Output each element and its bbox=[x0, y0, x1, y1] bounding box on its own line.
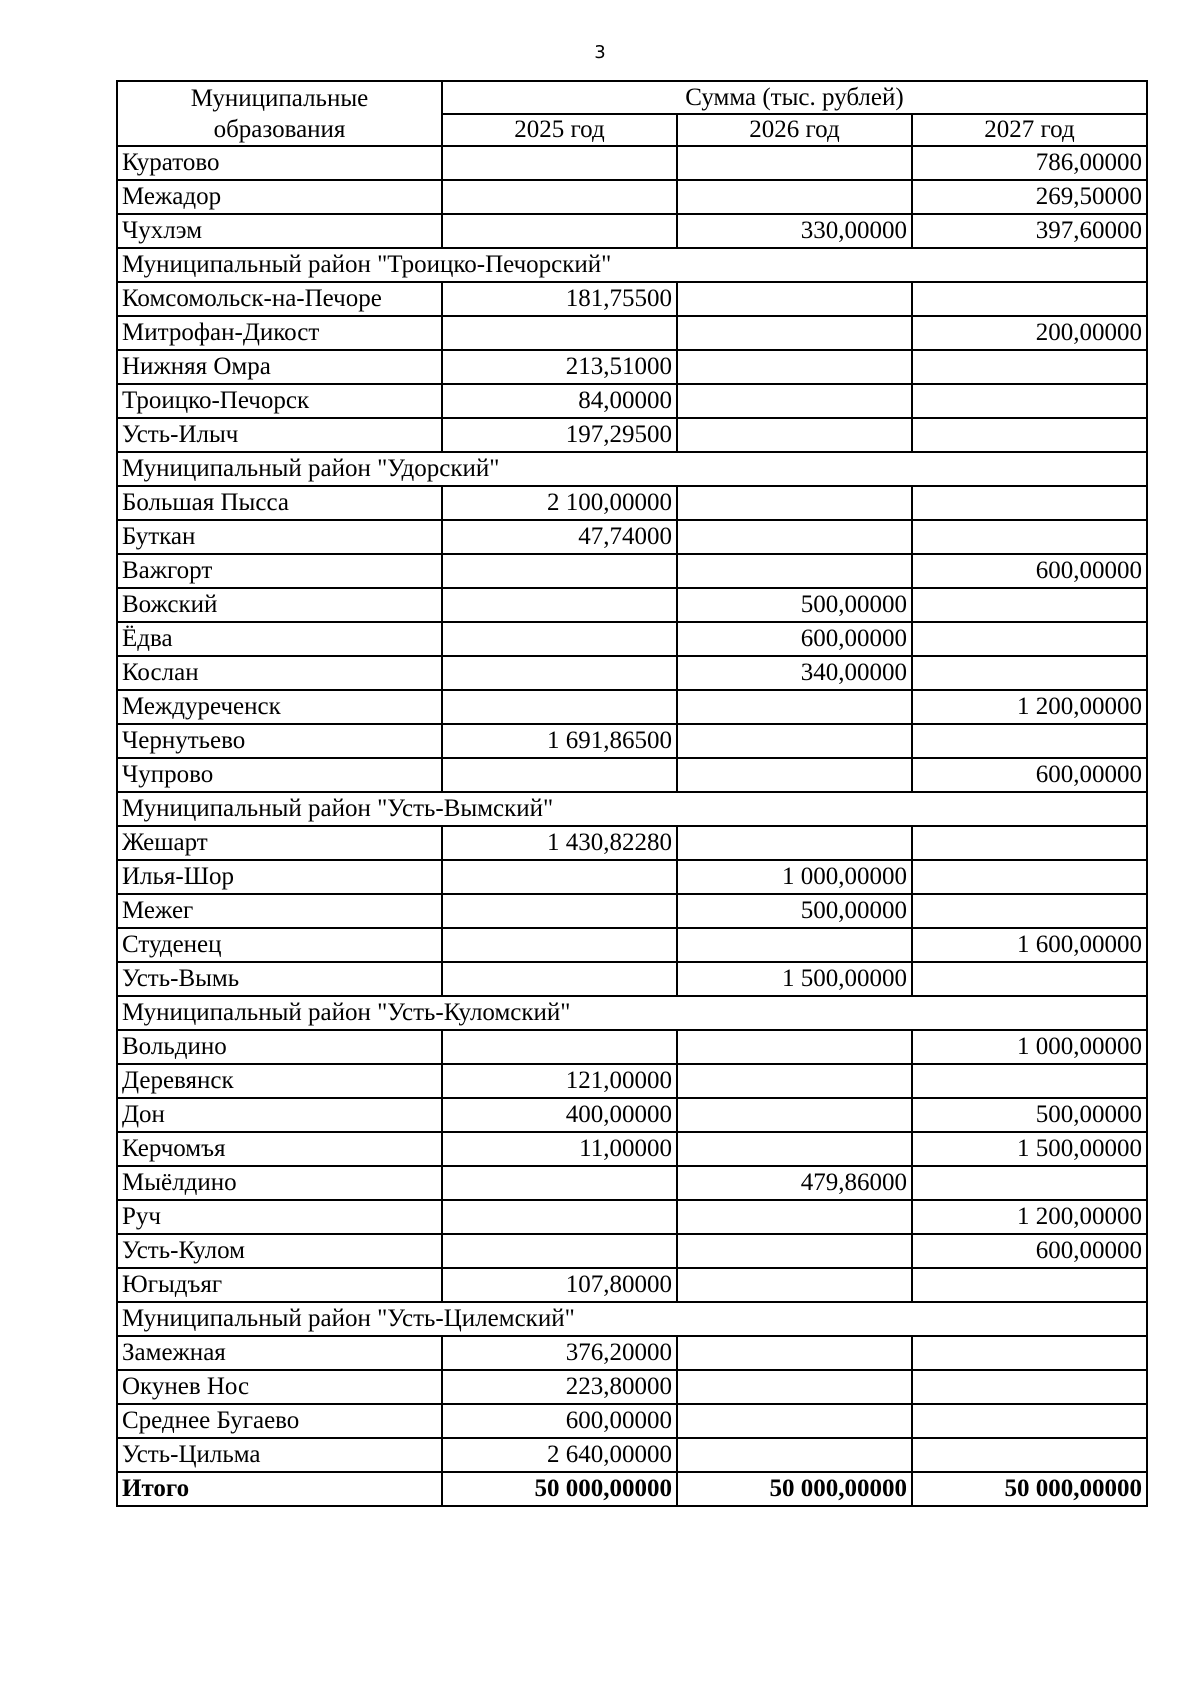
table-row bbox=[117, 826, 1147, 860]
amount-2026 bbox=[677, 1030, 912, 1064]
amount-2027: 269,50000 bbox=[912, 180, 1147, 214]
municipality-name: Межадор bbox=[117, 180, 442, 214]
amount-2026: 500,00000 bbox=[677, 588, 912, 622]
amount-2026 bbox=[677, 554, 912, 588]
amount-2027 bbox=[912, 1438, 1147, 1472]
amount-2027 bbox=[912, 350, 1147, 384]
amount-2025 bbox=[442, 316, 677, 350]
total-row bbox=[117, 1472, 1147, 1506]
table-row bbox=[117, 1030, 1147, 1064]
municipality-name: Усть-Илыч bbox=[117, 418, 442, 452]
table-row bbox=[117, 1234, 1147, 1268]
table-row bbox=[117, 520, 1147, 554]
amount-2025 bbox=[442, 588, 677, 622]
district-row bbox=[117, 792, 1147, 826]
budget-table bbox=[116, 80, 1148, 1507]
column-header-sum: Сумма (тыс. рублей) bbox=[442, 81, 1147, 114]
amount-2027: 786,00000 bbox=[912, 146, 1147, 180]
column-header-year-2025: 2025 год bbox=[442, 114, 677, 146]
amount-2025 bbox=[442, 146, 677, 180]
table-row bbox=[117, 1438, 1147, 1472]
amount-2025 bbox=[442, 1166, 677, 1200]
municipality-name: Илья-Шор bbox=[117, 860, 442, 894]
total-2025: 50 000,00000 bbox=[442, 1472, 677, 1506]
amount-2025 bbox=[442, 180, 677, 214]
table-row bbox=[117, 690, 1147, 724]
amount-2026 bbox=[677, 282, 912, 316]
amount-2027 bbox=[912, 588, 1147, 622]
table-row bbox=[117, 1098, 1147, 1132]
amount-2027: 200,00000 bbox=[912, 316, 1147, 350]
municipality-name: Керчомъя bbox=[117, 1132, 442, 1166]
amount-2025 bbox=[442, 656, 677, 690]
amount-2025 bbox=[442, 214, 677, 248]
table-row bbox=[117, 146, 1147, 180]
amount-2026: 340,00000 bbox=[677, 656, 912, 690]
column-header-year-2027: 2027 год bbox=[912, 114, 1147, 146]
table-row bbox=[117, 180, 1147, 214]
district-name: Муниципальный район "Усть-Куломский" bbox=[117, 996, 1147, 1030]
amount-2026: 1 000,00000 bbox=[677, 860, 912, 894]
municipality-name: Большая Пысса bbox=[117, 486, 442, 520]
municipality-name: Чупрово bbox=[117, 758, 442, 792]
amount-2026 bbox=[677, 758, 912, 792]
column-header-year-2026: 2026 год bbox=[677, 114, 912, 146]
municipality-name: Комсомольск-на-Печоре bbox=[117, 282, 442, 316]
amount-2025: 600,00000 bbox=[442, 1404, 677, 1438]
amount-2027 bbox=[912, 622, 1147, 656]
amount-2025: 2 640,00000 bbox=[442, 1438, 677, 1472]
amount-2026 bbox=[677, 180, 912, 214]
table-row bbox=[117, 588, 1147, 622]
municipality-name: Кослан bbox=[117, 656, 442, 690]
amount-2025: 1 691,86500 bbox=[442, 724, 677, 758]
municipality-name: Мыёлдино bbox=[117, 1166, 442, 1200]
municipality-name: Троицко-Печорск bbox=[117, 384, 442, 418]
amount-2025 bbox=[442, 928, 677, 962]
amount-2025: 107,80000 bbox=[442, 1268, 677, 1302]
amount-2025: 84,00000 bbox=[442, 384, 677, 418]
amount-2026 bbox=[677, 486, 912, 520]
table-row bbox=[117, 724, 1147, 758]
amount-2026 bbox=[677, 724, 912, 758]
table-row bbox=[117, 418, 1147, 452]
table-row bbox=[117, 1166, 1147, 1200]
amount-2027: 1 000,00000 bbox=[912, 1030, 1147, 1064]
table-row bbox=[117, 384, 1147, 418]
amount-2025 bbox=[442, 860, 677, 894]
amount-2027 bbox=[912, 1064, 1147, 1098]
total-2027: 50 000,00000 bbox=[912, 1472, 1147, 1506]
amount-2026 bbox=[677, 1438, 912, 1472]
amount-2025: 2 100,00000 bbox=[442, 486, 677, 520]
amount-2025: 213,51000 bbox=[442, 350, 677, 384]
amount-2026 bbox=[677, 1064, 912, 1098]
amount-2027: 600,00000 bbox=[912, 554, 1147, 588]
amount-2027: 1 200,00000 bbox=[912, 690, 1147, 724]
amount-2027 bbox=[912, 826, 1147, 860]
amount-2025 bbox=[442, 690, 677, 724]
table-row bbox=[117, 656, 1147, 690]
amount-2027 bbox=[912, 520, 1147, 554]
amount-2027: 600,00000 bbox=[912, 758, 1147, 792]
amount-2027 bbox=[912, 656, 1147, 690]
amount-2026: 330,00000 bbox=[677, 214, 912, 248]
amount-2027 bbox=[912, 1336, 1147, 1370]
table-row bbox=[117, 214, 1147, 248]
amount-2027: 500,00000 bbox=[912, 1098, 1147, 1132]
municipality-name: Буткан bbox=[117, 520, 442, 554]
district-row bbox=[117, 1302, 1147, 1336]
table-row bbox=[117, 316, 1147, 350]
table-row bbox=[117, 1064, 1147, 1098]
table-row bbox=[117, 1404, 1147, 1438]
amount-2027: 397,60000 bbox=[912, 214, 1147, 248]
table-row bbox=[117, 486, 1147, 520]
municipality-name: Междуреченск bbox=[117, 690, 442, 724]
district-name: Муниципальный район "Усть-Цилемский" bbox=[117, 1302, 1147, 1336]
amount-2027: 1 200,00000 bbox=[912, 1200, 1147, 1234]
amount-2027 bbox=[912, 1370, 1147, 1404]
amount-2027 bbox=[912, 860, 1147, 894]
municipality-name: Ёдва bbox=[117, 622, 442, 656]
table-row bbox=[117, 962, 1147, 996]
municipality-name: Усть-Цильма bbox=[117, 1438, 442, 1472]
amount-2025: 181,75500 bbox=[442, 282, 677, 316]
total-label: Итого bbox=[117, 1472, 442, 1506]
table-header-row bbox=[117, 81, 1147, 114]
amount-2027 bbox=[912, 486, 1147, 520]
amount-2026 bbox=[677, 1200, 912, 1234]
table-row bbox=[117, 928, 1147, 962]
amount-2026 bbox=[677, 826, 912, 860]
amount-2025: 376,20000 bbox=[442, 1336, 677, 1370]
district-row bbox=[117, 248, 1147, 282]
total-2026: 50 000,00000 bbox=[677, 1472, 912, 1506]
municipality-name: Вожский bbox=[117, 588, 442, 622]
amount-2026: 500,00000 bbox=[677, 894, 912, 928]
amount-2026 bbox=[677, 1132, 912, 1166]
municipality-name: Замежная bbox=[117, 1336, 442, 1370]
amount-2027: 1 500,00000 bbox=[912, 1132, 1147, 1166]
amount-2026 bbox=[677, 1404, 912, 1438]
amount-2027 bbox=[912, 962, 1147, 996]
amount-2027 bbox=[912, 1404, 1147, 1438]
amount-2025: 47,74000 bbox=[442, 520, 677, 554]
municipality-name: Окунев Нос bbox=[117, 1370, 442, 1404]
amount-2026 bbox=[677, 1268, 912, 1302]
municipality-name: Важгорт bbox=[117, 554, 442, 588]
page-number: 3 bbox=[594, 42, 606, 63]
amount-2025: 1 430,82280 bbox=[442, 826, 677, 860]
amount-2026 bbox=[677, 350, 912, 384]
district-name: Муниципальный район "Усть-Вымский" bbox=[117, 792, 1147, 826]
table-row bbox=[117, 1132, 1147, 1166]
table-body bbox=[117, 146, 1147, 1472]
municipality-name: Чернутьево bbox=[117, 724, 442, 758]
column-header-municipality bbox=[117, 81, 442, 146]
table-row bbox=[117, 758, 1147, 792]
amount-2026 bbox=[677, 418, 912, 452]
table-row bbox=[117, 350, 1147, 384]
amount-2027 bbox=[912, 418, 1147, 452]
amount-2026: 479,86000 bbox=[677, 1166, 912, 1200]
table-row bbox=[117, 860, 1147, 894]
amount-2025: 11,00000 bbox=[442, 1132, 677, 1166]
municipality-name: Вольдино bbox=[117, 1030, 442, 1064]
amount-2027 bbox=[912, 894, 1147, 928]
municipality-name: Куратово bbox=[117, 146, 442, 180]
amount-2027 bbox=[912, 282, 1147, 316]
amount-2025 bbox=[442, 1234, 677, 1268]
amount-2026 bbox=[677, 520, 912, 554]
amount-2026: 600,00000 bbox=[677, 622, 912, 656]
municipality-name: Нижняя Омра bbox=[117, 350, 442, 384]
municipality-name: Жешарт bbox=[117, 826, 442, 860]
amount-2025 bbox=[442, 622, 677, 656]
amount-2025: 223,80000 bbox=[442, 1370, 677, 1404]
amount-2025 bbox=[442, 1200, 677, 1234]
table-row bbox=[117, 554, 1147, 588]
municipality-name: Среднее Бугаево bbox=[117, 1404, 442, 1438]
amount-2027 bbox=[912, 384, 1147, 418]
district-name: Муниципальный район "Троицко-Печорский" bbox=[117, 248, 1147, 282]
district-row bbox=[117, 452, 1147, 486]
municipality-name: Чухлэм bbox=[117, 214, 442, 248]
amount-2025 bbox=[442, 758, 677, 792]
district-name: Муниципальный район "Удорский" bbox=[117, 452, 1147, 486]
amount-2025: 400,00000 bbox=[442, 1098, 677, 1132]
amount-2026 bbox=[677, 384, 912, 418]
amount-2026 bbox=[677, 1098, 912, 1132]
amount-2026 bbox=[677, 1234, 912, 1268]
amount-2026 bbox=[677, 690, 912, 724]
district-row bbox=[117, 996, 1147, 1030]
municipality-name: Руч bbox=[117, 1200, 442, 1234]
table-row bbox=[117, 894, 1147, 928]
amount-2026 bbox=[677, 146, 912, 180]
amount-2026 bbox=[677, 1336, 912, 1370]
amount-2027: 1 600,00000 bbox=[912, 928, 1147, 962]
amount-2025 bbox=[442, 554, 677, 588]
table-row bbox=[117, 1268, 1147, 1302]
amount-2025 bbox=[442, 894, 677, 928]
table-row bbox=[117, 1370, 1147, 1404]
amount-2027 bbox=[912, 1166, 1147, 1200]
table-row bbox=[117, 1200, 1147, 1234]
municipality-name: Деревянск bbox=[117, 1064, 442, 1098]
amount-2027 bbox=[912, 1268, 1147, 1302]
municipality-name: Дон bbox=[117, 1098, 442, 1132]
amount-2026: 1 500,00000 bbox=[677, 962, 912, 996]
table-row bbox=[117, 282, 1147, 316]
amount-2025 bbox=[442, 1030, 677, 1064]
amount-2026 bbox=[677, 928, 912, 962]
amount-2025: 121,00000 bbox=[442, 1064, 677, 1098]
amount-2027 bbox=[912, 724, 1147, 758]
municipality-name: Усть-Вымь bbox=[117, 962, 442, 996]
table-row bbox=[117, 1336, 1147, 1370]
municipality-name: Усть-Кулом bbox=[117, 1234, 442, 1268]
amount-2026 bbox=[677, 316, 912, 350]
table-row bbox=[117, 622, 1147, 656]
municipality-name: Митрофан-Дикост bbox=[117, 316, 442, 350]
municipality-name: Студенец bbox=[117, 928, 442, 962]
amount-2025: 197,29500 bbox=[442, 418, 677, 452]
municipality-name: Югыдъяг bbox=[117, 1268, 442, 1302]
municipality-name: Межег bbox=[117, 894, 442, 928]
amount-2025 bbox=[442, 962, 677, 996]
amount-2027: 600,00000 bbox=[912, 1234, 1147, 1268]
column-header-municipality-label: Муниципальные образования bbox=[190, 84, 369, 143]
amount-2026 bbox=[677, 1370, 912, 1404]
